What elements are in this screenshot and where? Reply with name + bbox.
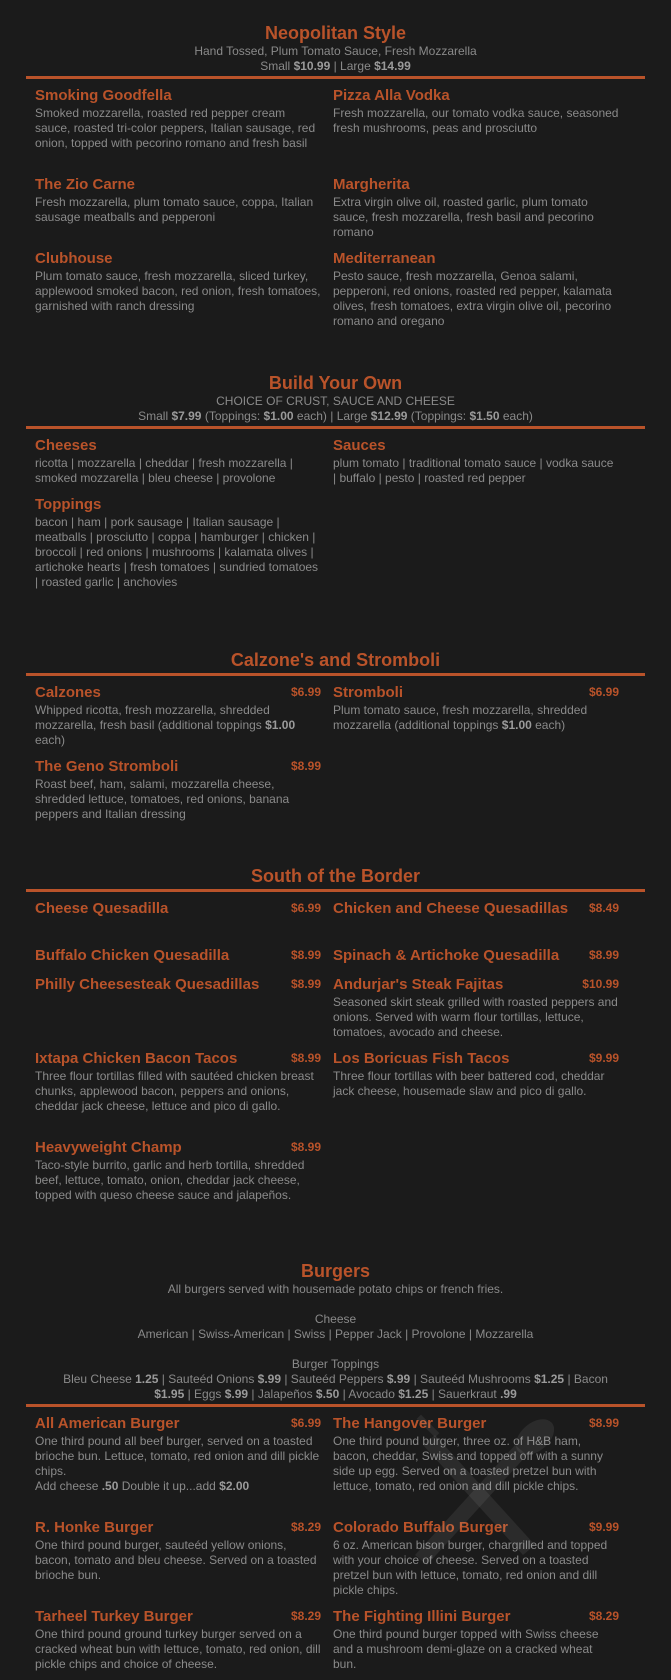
item-name: Smoking Goodfella [35,87,172,104]
item-desc: One third pound all beef burger, served on a toasted brioche bun. Lettuce, tomato, red onion and dill pickle chips. [35,1434,320,1478]
item-desc: Roast beef, ham, salami, mozzarella cheese, shredded lettuce, tomatoes, red onions, banana peppers and Italian dressing [35,777,290,821]
size-prices [0,409,671,424]
item-price: $8.29 [588,1609,619,1623]
item-desc: Extra virgin olive oil, roasted garlic, plum tomato sauce, fresh mozzarella, fresh basil and pecorino romano [333,195,594,239]
item-name: The Fighting Illini Burger [333,1608,511,1625]
menu-item [35,976,321,994]
item-desc: 6 oz. American bison burger, chargrilled and topped with your choice of cheese. Served on a toasted pretzel bun with lettuce, tomato, red onion and dill pickle chips. [333,1538,608,1597]
burgers-section [0,1260,671,1671]
section-title: Neopolitan Style [264,23,407,43]
menu-item [333,947,619,965]
desc-text: Add cheese [35,1479,102,1493]
item-price: $8.99 [290,759,321,773]
menu-item [333,1519,619,1598]
item-desc: Three flour tortillas filled with sautéed chicken breast chunks, applewood bacon, peppers and onions, cheddar jack cheese, lettuce and pico di gallo. [35,1069,314,1113]
topping-price: $1.95 [154,1387,185,1401]
south-of-the-border-section [0,865,671,1202]
topping-text: | Sauteéd Onions [158,1372,258,1386]
menu-item [333,976,619,1040]
item-name: Stromboli [333,684,403,701]
section-subtitle: All burgers served with housemade potato chips or french fries. [167,1282,504,1296]
size-prices [0,59,671,74]
item-desc: One third pound ground turkey burger served on a cracked wheat bun with lettuce, tomato, red onion, dill pickle chips and choice of cheese. [35,1627,321,1671]
build-your-own-section [0,372,671,589]
topping-text: | Bacon [564,1372,608,1386]
item-name: Heavyweight Champ [35,1139,182,1156]
topping-text: | Jalapeños [248,1387,316,1401]
item-price: $8.99 [588,1416,619,1430]
size-large-price: $14.99 [374,59,411,73]
item-name: Andurjar's Steak Fajitas [333,976,504,993]
item-price: $6.99 [290,685,321,699]
item-desc: Fresh mozzarella, plum tomato sauce, coppa, Italian sausage meatballs and pepperoni [35,195,314,224]
item-price: $6.99 [290,1416,321,1430]
price-text: Small [138,409,172,423]
menu-item [35,87,321,151]
menu-item [35,1050,321,1114]
item-desc: One third pound burger topped with Swiss cheese and a mushroom demi-glaze on a cracked wheat bun. [333,1627,599,1671]
item-name: Mediterranean [333,250,436,267]
menu-item [35,1415,321,1494]
item-name: Tarheel Turkey Burger [35,1608,193,1625]
desc-price: .50 [101,1479,119,1493]
section-divider [26,1404,645,1407]
calzone-section [0,649,671,821]
menu-item [333,87,619,136]
item-name: Sauces [333,437,386,454]
item-desc: bacon | ham | pork sausage | Italian sausage | meatballs | prosciutto | coppa | hamburger | chicken | broccoli | red onions | mushrooms | kalamata olives | artichoke hearts | fresh tomatoes | sundried tomatoes | roasted garlic | anchovies [35,515,319,589]
item-desc: ricotta | mozzarella | cheddar | fresh mozzarella | smoked mozzarella | bleu cheese | provolone [35,456,293,485]
item-name: The Geno Stromboli [35,758,179,775]
item-name: Clubhouse [35,250,113,267]
menu-item [35,250,321,314]
section-divider [26,673,645,676]
desc-price: $1.00 [265,718,296,732]
topping-text: | Avocado [339,1387,399,1401]
item-name: Calzones [35,684,101,701]
item-name: The Hangover Burger [333,1415,487,1432]
toppings-label: Burger Toppings [291,1357,380,1371]
size-sep: | Large [330,59,375,73]
item-price: $8.29 [290,1609,321,1623]
topping-price: .99 [500,1387,517,1401]
topping-text: | Sauteéd Mushrooms [410,1372,535,1386]
item-name: Chicken and Cheese Quesadillas [333,900,569,917]
item-name: Ixtapa Chicken Bacon Tacos [35,1050,238,1067]
item-price: $8.99 [290,977,321,991]
menu-item [333,437,619,486]
desc-price: $1.00 [501,718,532,732]
topping-price: 1.25 [135,1372,159,1386]
section-divider [26,426,645,429]
menu-item [35,1608,321,1672]
item-name: Pizza Alla Vodka [333,87,450,104]
price-value: $7.99 [171,409,202,423]
menu-item [35,496,321,590]
desc-text: each) [531,718,566,732]
item-name: Margherita [333,176,410,193]
item-desc: One third pound burger, three oz. of H&B ham, bacon, cheddar, Swiss and topped off with a sunny side up egg. Served on a toasted pretzel bun with lettuce, tomato, red onion and dill pickle chips. [333,1434,603,1493]
item-name: The Zio Carne [35,176,136,193]
topping-text: | Sauerkraut [428,1387,501,1401]
neopolitan-section [0,22,671,328]
item-name: Spinach & Artichoke Quesadilla [333,947,560,964]
topping-text: | Eggs [184,1387,225,1401]
item-desc: Seasoned skirt steak grilled with roasted peppers and onions. Served with warm flour tortillas, lettuce, tomatoes, avocado and cheese. [333,995,618,1039]
desc-text: Whipped ricotta, fresh mozzarella, shredded mozzarella, fresh basil (additional toppings [35,703,270,732]
menu-item [333,176,619,240]
price-text: each) [499,409,533,423]
menu-item [35,437,321,486]
topping-price: $.99 [257,1372,282,1386]
item-price: $8.99 [290,1051,321,1065]
item-name: Toppings [35,496,102,513]
cheese-list: American | Swiss-American | Swiss | Pepper Jack | Provolone | Mozzarella [137,1327,534,1341]
topping-price: $.99 [386,1372,411,1386]
section-subtitle: CHOICE OF CRUST, SAUCE AND CHEESE [216,394,455,408]
topping-text: Bleu Cheese [63,1372,136,1386]
menu-item [35,947,321,965]
item-desc: Smoked mozzarella, roasted red pepper cream sauce, roasted tri-color peppers, Italian sausage, red onion, topped with pecorino romano and fresh basil [35,106,316,150]
item-price: $6.99 [588,685,619,699]
item-desc [35,703,321,748]
topping-price: $.99 [224,1387,249,1401]
desc-text: each) [35,733,66,747]
menu-item [35,1139,321,1203]
item-name: Colorado Buffalo Burger [333,1519,508,1536]
item-price: $6.99 [290,901,321,915]
menu-item [35,176,321,225]
item-price: $10.99 [582,977,619,991]
item-desc: One third pound burger, sauteéd yellow onions, bacon, tomato and bleu cheese. Served on a toasted brioche bun. [35,1538,317,1582]
topping-price: $.50 [315,1387,340,1401]
item-name: R. Honke Burger [35,1519,154,1536]
desc-text: Plum tomato sauce, fresh mozzarella, shredded mozzarella (additional toppings [333,703,588,732]
section-divider [26,76,645,79]
item-name: Cheese Quesadilla [35,900,169,917]
item-price: $9.99 [588,1520,619,1534]
item-name: Cheeses [35,437,97,454]
section-title: Build Your Own [268,373,403,393]
item-price: $8.29 [290,1520,321,1534]
section-title: Burgers [300,1261,371,1281]
section-divider [26,889,645,892]
price-value: $12.99 [370,409,408,423]
desc-text: Double it up...add [118,1479,220,1493]
item-price: $8.99 [290,1140,321,1154]
item-price: $9.99 [588,1051,619,1065]
menu-item [333,900,619,918]
section-title: Calzone's and Stromboli [230,650,441,670]
size-small-label: Small [260,59,294,73]
section-subtitle: Hand Tossed, Plum Tomato Sauce, Fresh Mozzarella [194,44,477,58]
menu-item [333,684,619,733]
item-desc: Fresh mozzarella, our tomato vodka sauce, seasoned fresh mushrooms, peas and prosciutto [333,106,619,135]
item-price: $8.99 [588,948,619,962]
desc-price: $2.00 [219,1479,250,1493]
menu-item [333,1608,619,1672]
item-desc: Three flour tortillas with beer battered cod, cheddar jack cheese, housemade slaw and pico di gallo. [333,1069,605,1098]
price-text: (Toppings: [201,409,264,423]
menu-item [35,758,321,822]
price-text: each) | Large [293,409,371,423]
item-name: All American Burger [35,1415,180,1432]
cheese-label: Cheese [314,1312,357,1326]
topping-text: | Sauteéd Peppers [281,1372,387,1386]
topping-price: $1.25 [398,1387,429,1401]
menu-item [35,684,321,748]
menu-item [333,250,619,329]
item-desc: Taco-style burrito, garlic and herb tortilla, shredded beef, lettuce, tomato, onion, cheddar jack cheese, topped with queso cheese sauce and jalapeños. [35,1158,305,1202]
topping-price: $1.25 [534,1372,565,1386]
size-small-price: $10.99 [293,59,331,73]
item-desc: Pesto sauce, fresh mozzarella, Genoa salami, pepperoni, red onions, roasted red pepper, kalamata olives, fresh tomatoes, extra virgin olive oil, pecorino romano and oregano [333,269,612,328]
menu-item [35,900,321,918]
price-text: (Toppings: [407,409,470,423]
item-name: Buffalo Chicken Quesadilla [35,947,230,964]
item-desc: plum tomato | traditional tomato sauce | vodka sauce | buffalo | pesto | roasted red pepper [333,456,614,485]
item-name: Philly Cheesesteak Quesadillas [35,976,260,993]
menu-item [333,1415,619,1494]
menu-item [35,1519,321,1583]
section-title: South of the Border [251,866,420,886]
item-price: $8.49 [588,901,619,915]
item-extra [35,1479,321,1494]
toppings-list [0,1372,671,1402]
item-name: Los Boricuas Fish Tacos [333,1050,510,1067]
price-value: $1.00 [263,409,294,423]
item-desc [333,703,619,733]
price-value: $1.50 [469,409,500,423]
menu-item [333,1050,619,1099]
item-desc: Plum tomato sauce, fresh mozzarella, sliced turkey, applewood smoked bacon, red onion, fresh tomatoes, garnished with ranch dressing [35,269,321,313]
item-price: $8.99 [290,948,321,962]
